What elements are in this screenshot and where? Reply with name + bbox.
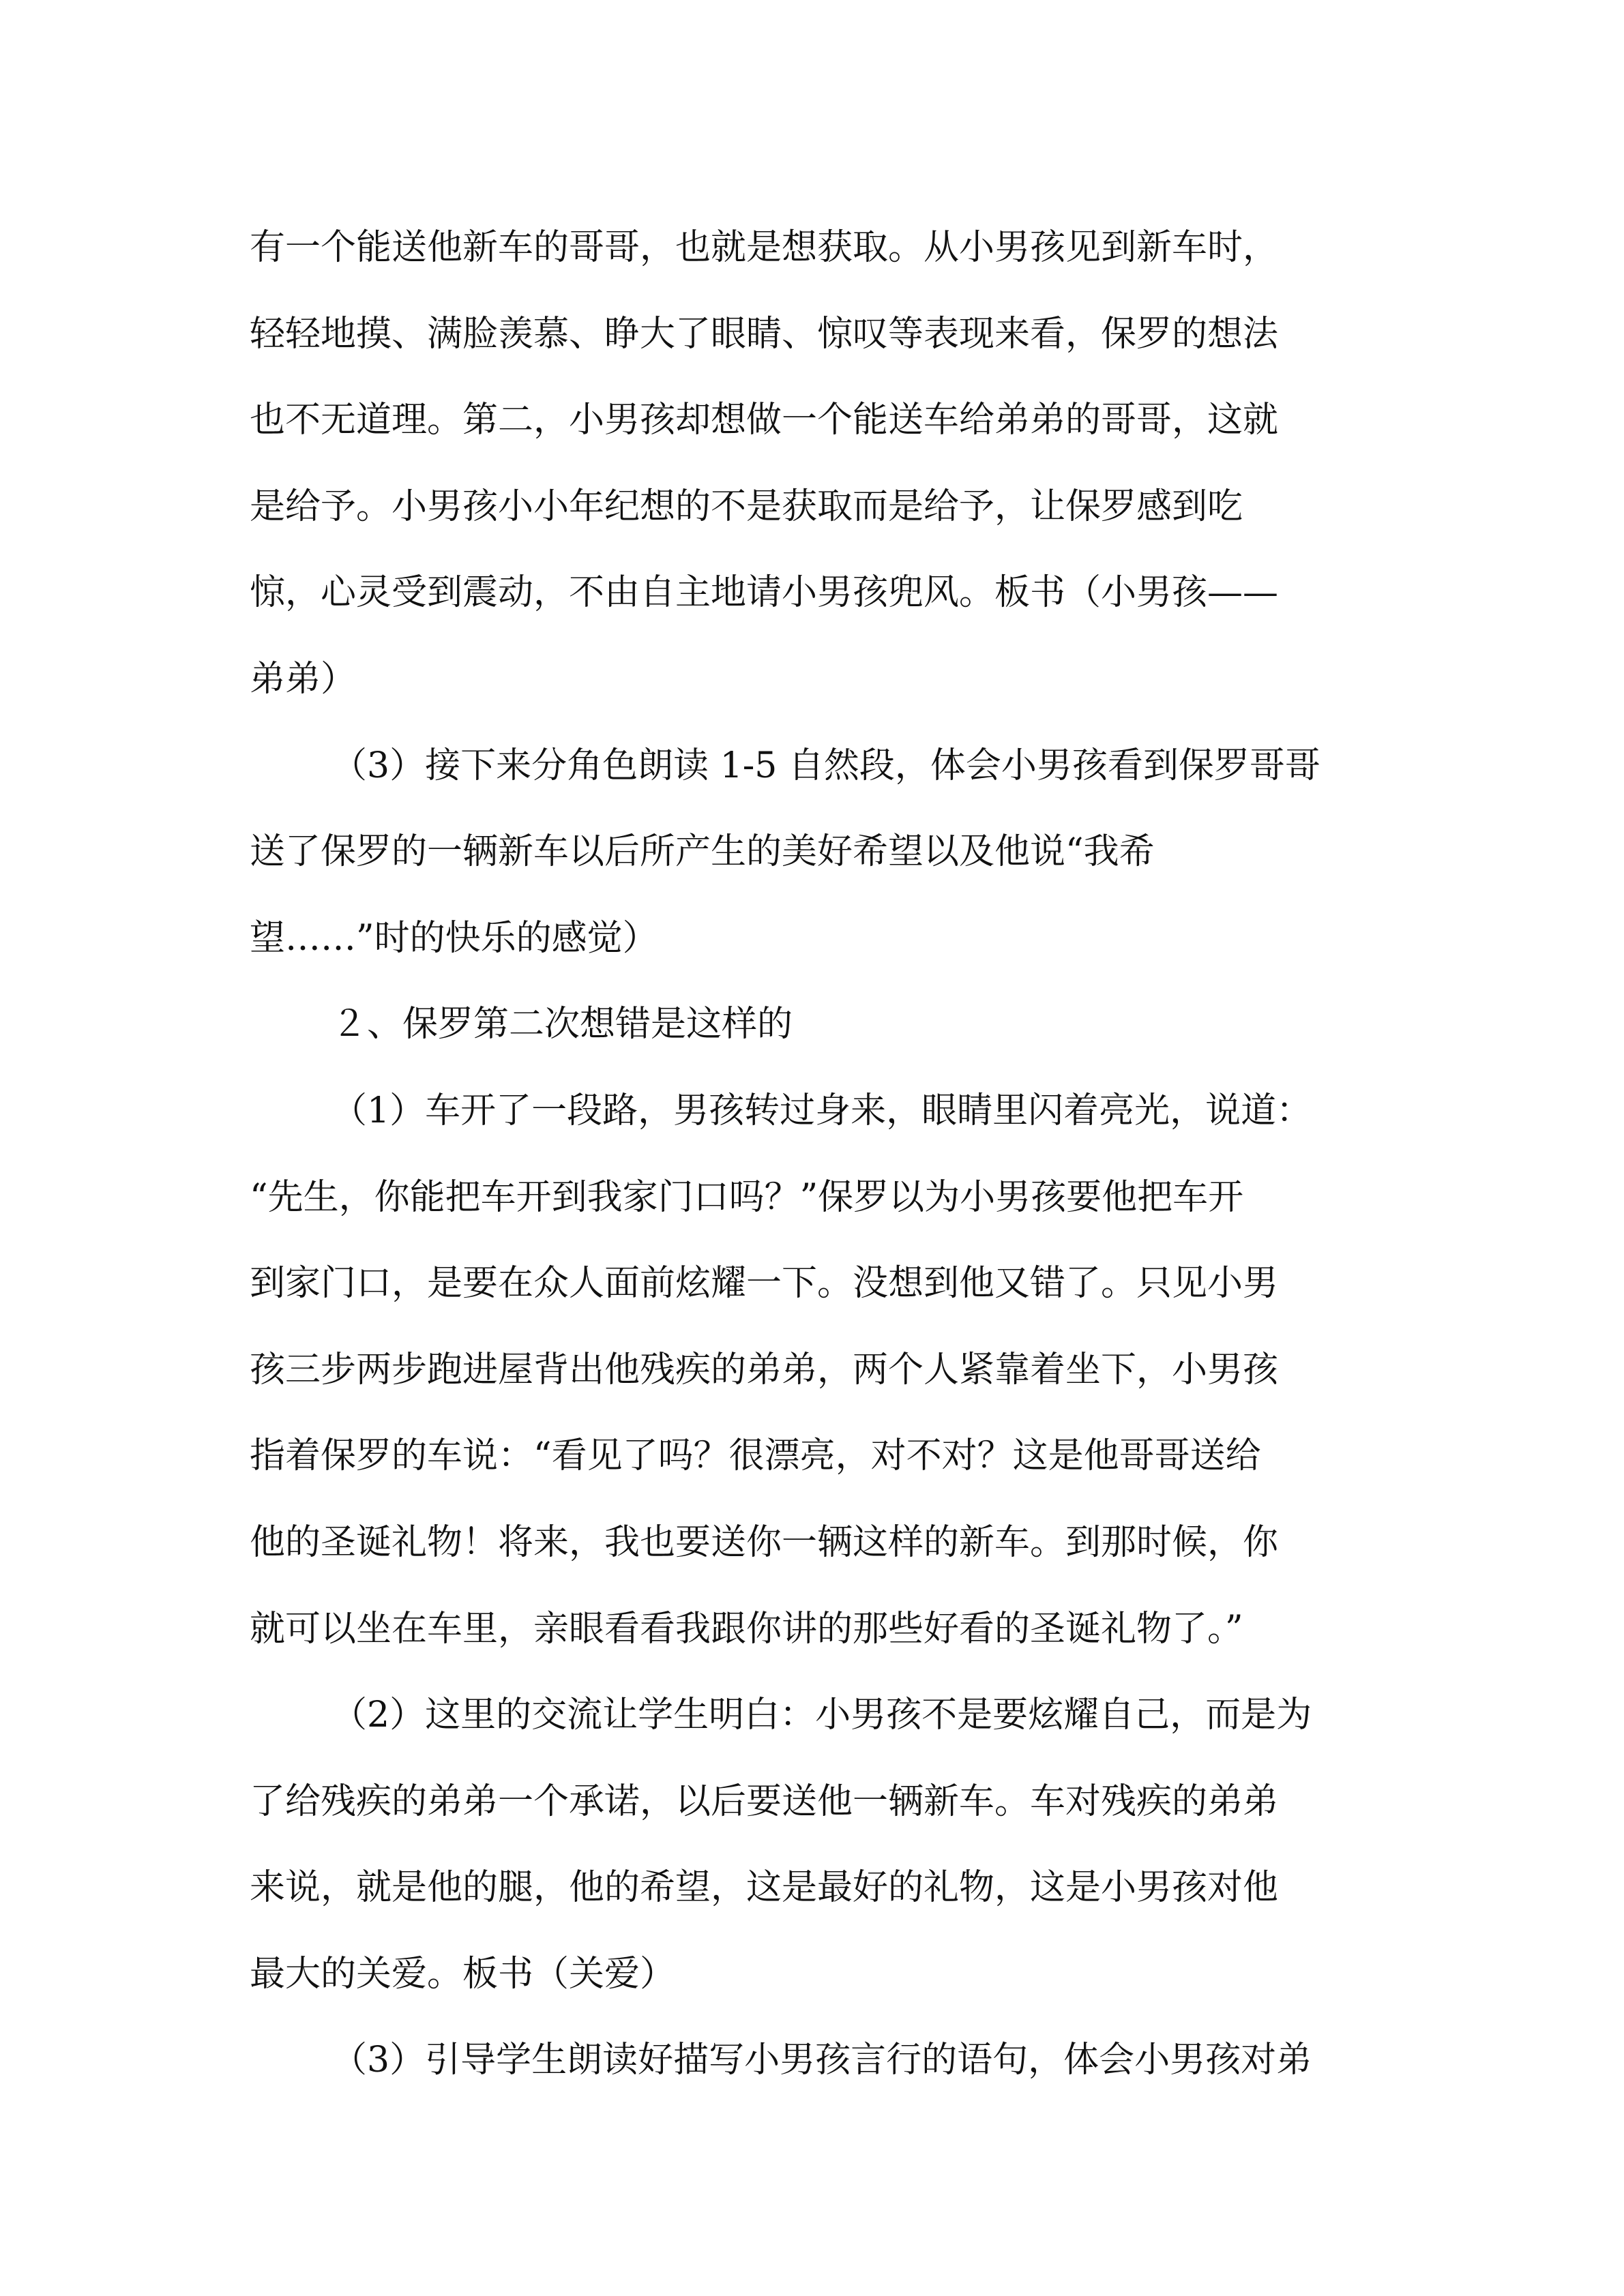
text-line: ２、保罗第二次想错是这样的	[331, 1004, 793, 1045]
text-line: 到家门口，是要在众人面前炫耀一下。没想到他又错了。只见小男	[250, 1263, 1279, 1304]
text-line: （1）车开了一段路，男孩转过身来，眼睛里闪着亮光，说道：	[331, 1090, 1312, 1131]
text-line: 轻轻地摸、满脸羡慕、睁大了眼睛、惊叹等表现来看，保罗的想法	[250, 313, 1279, 355]
text-line: 也不无道理。第二，小男孩却想做一个能送车给弟弟的哥哥，这就	[250, 400, 1279, 441]
text-line: 指着保罗的车说：“看见了吗？很漂亮，对不对？这是他哥哥送给	[250, 1435, 1261, 1477]
text-line: 来说，就是他的腿，他的希望，这是最好的礼物，这是小男孩对他	[250, 1867, 1279, 1909]
text-line: （2）这里的交流让学生明白：小男孩不是要炫耀自己，而是为	[331, 1695, 1312, 1736]
text-line: 就可以坐在车里，亲眼看看我跟你讲的那些好看的圣诞礼物了。”	[250, 1608, 1243, 1650]
text-line: 弟弟）	[250, 658, 357, 700]
text-line: 是给予。小男孩小小年纪想的不是获取而是给予，让保罗感到吃	[250, 486, 1243, 527]
text-line: 有一个能送他新车的哥哥，也就是想获取。从小男孩见到新车时，	[250, 227, 1279, 268]
text-line: 望……”时的快乐的感觉）	[250, 917, 658, 959]
text-line: 惊，心灵受到震动，不由自主地请小男孩兜风。板书（小男孩——	[250, 572, 1279, 614]
text-line: （3）引导学生朗读好描写小男孩言行的语句，体会小男孩对弟	[331, 2040, 1312, 2081]
text-line: “先生，你能把车开到我家门口吗？”保罗以为小男孩要他把车开	[250, 1176, 1244, 1218]
text-line: 最大的关爱。板书（关爱）	[250, 1953, 676, 1995]
text-line: （3）接下来分角色朗读 1-5 自然段，体会小男孩看到保罗哥哥	[331, 745, 1320, 786]
text-line: 了给残疾的弟弟一个承诺，以后要送他一辆新车。车对残疾的弟弟	[250, 1780, 1279, 1822]
text-line: 送了保罗的一辆新车以后所产生的美好希望以及他说“我希	[250, 831, 1155, 873]
text-line: 他的圣诞礼物！将来，我也要送你一辆这样的新车。到那时候，你	[250, 1521, 1279, 1563]
text-line: 孩三步两步跑进屋背出他残疾的弟弟，两个人紧靠着坐下，小男孩	[250, 1349, 1279, 1390]
body-text	[250, 205, 1382, 2104]
